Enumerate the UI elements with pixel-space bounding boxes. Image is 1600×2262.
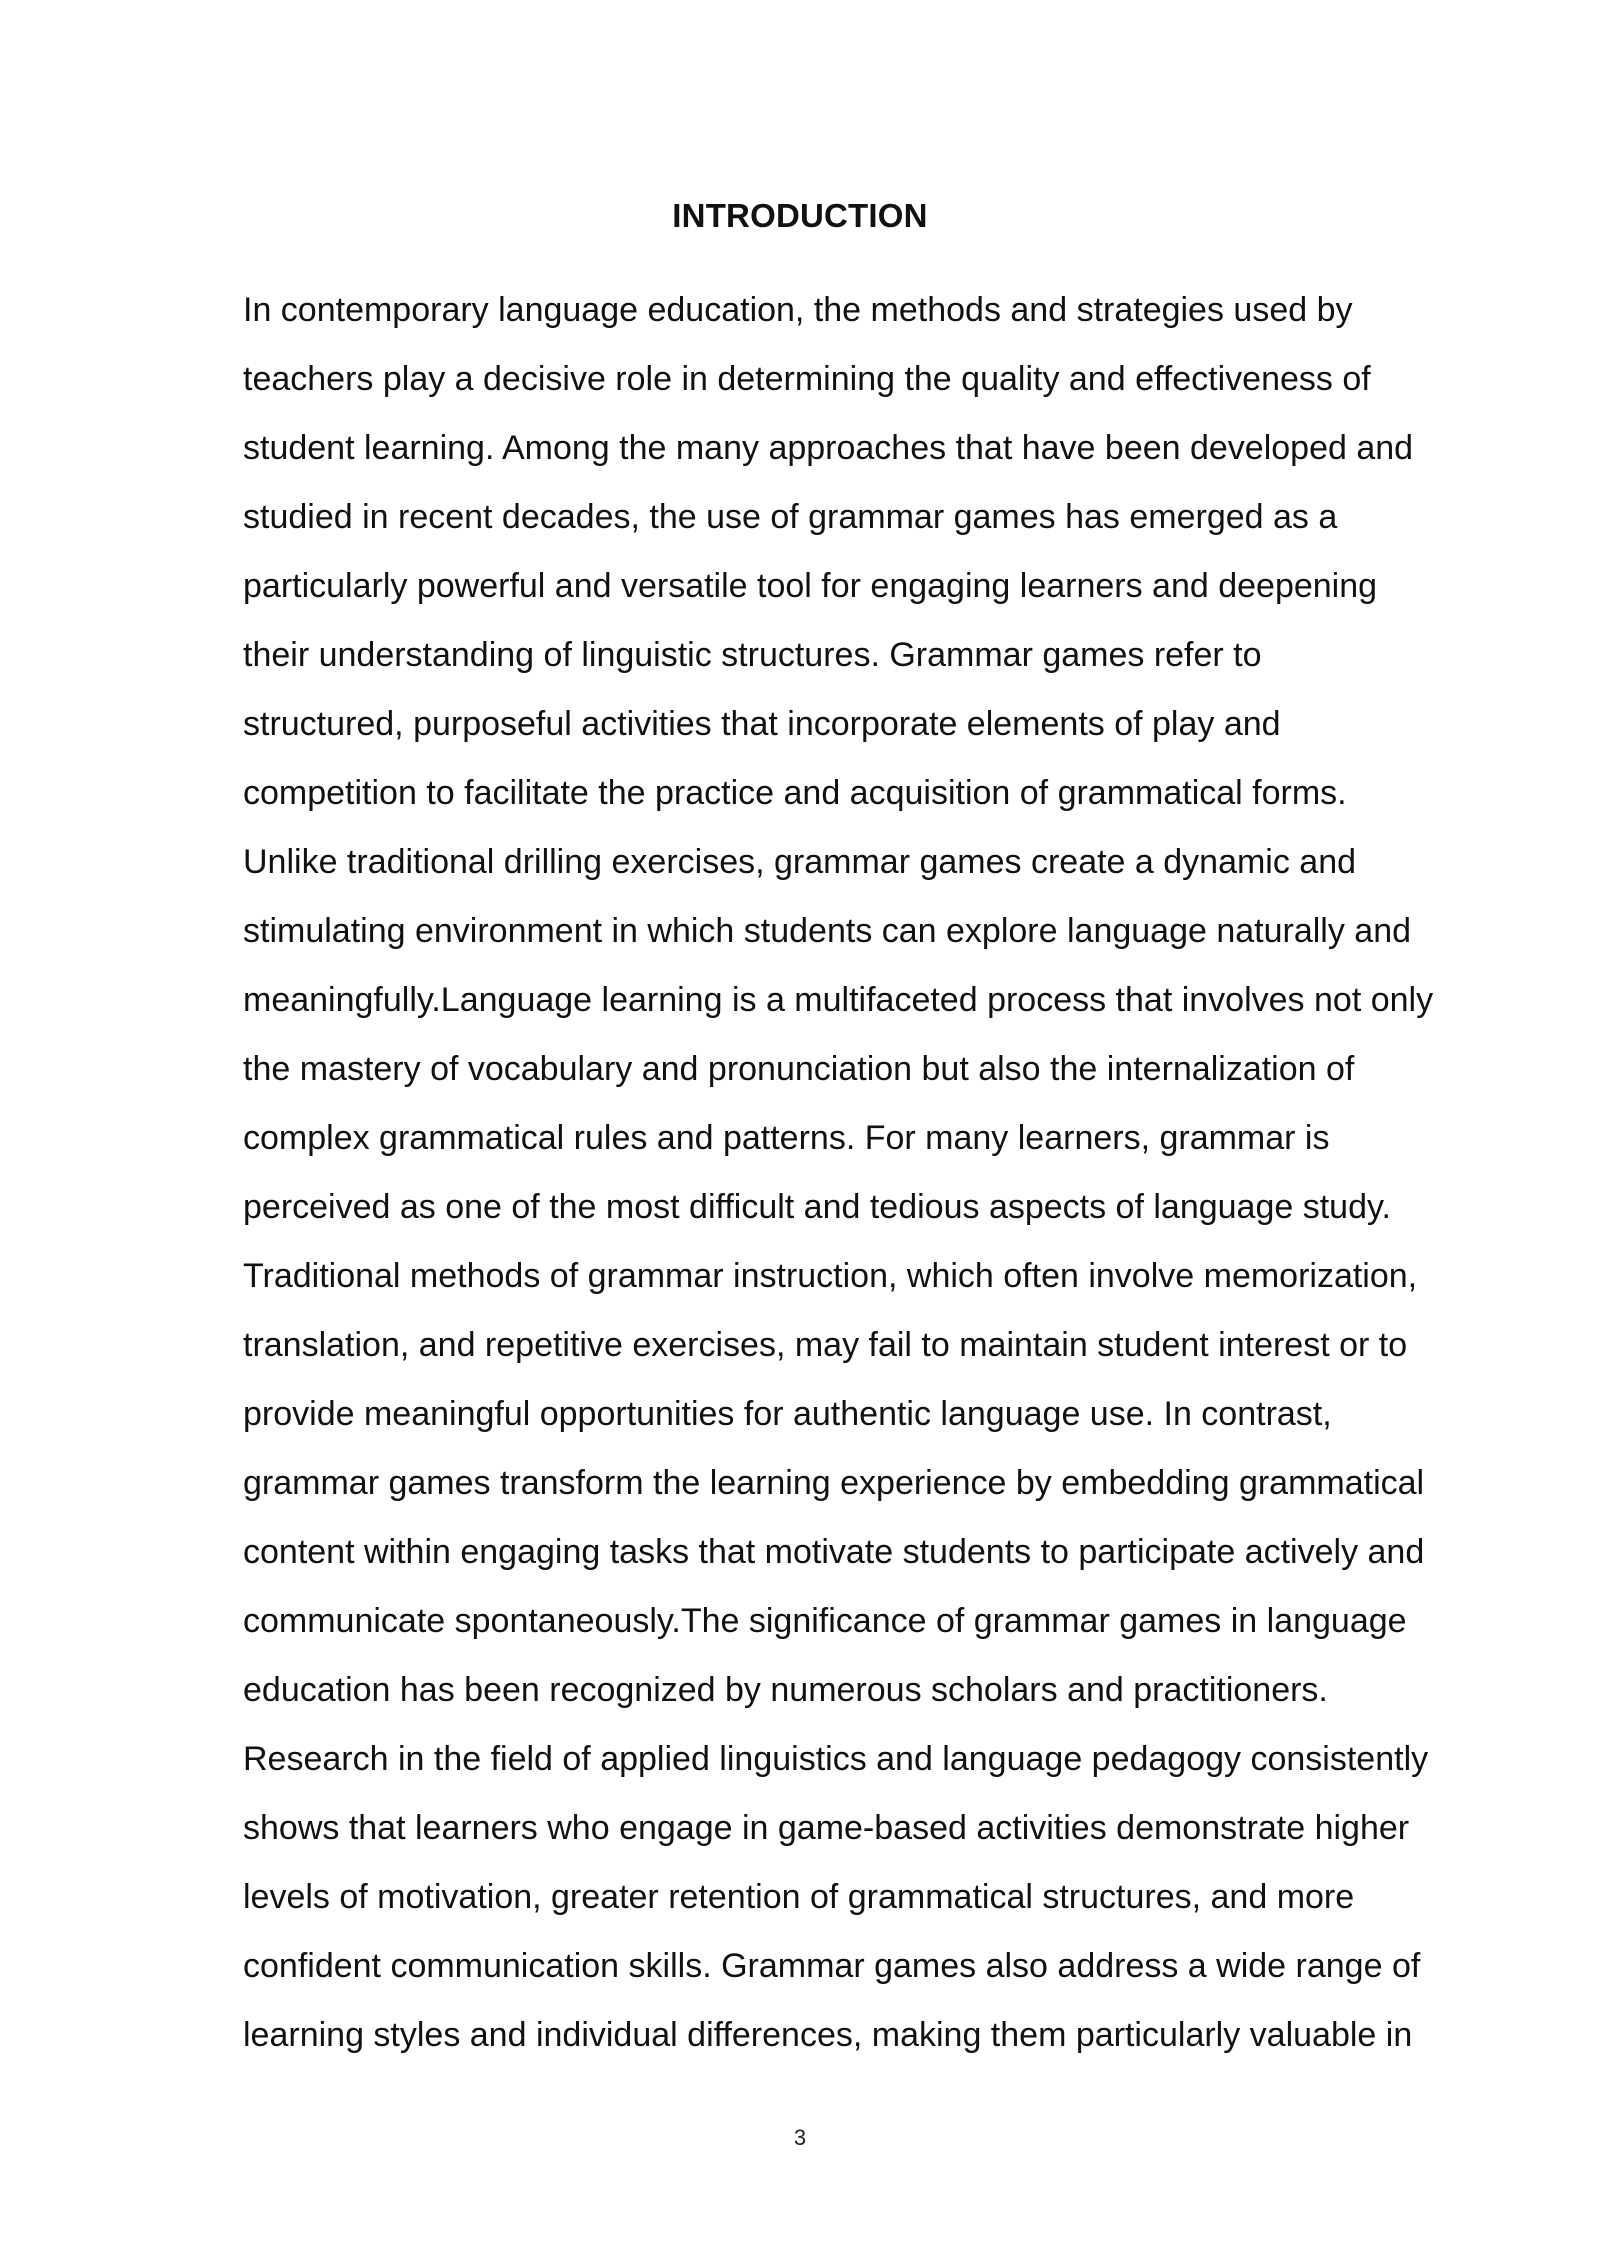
text-line: levels of motivation, greater retention of grammatical structures, and more xyxy=(243,1878,1355,1916)
text-line: Research in the field of applied linguistics and language pedagogy consistently xyxy=(243,1740,1429,1778)
text-line: particularly powerful and versatile tool for engaging learners and deepening xyxy=(243,567,1378,605)
text-line: competition to facilitate the practice and acquisition of grammatical forms. xyxy=(243,774,1347,812)
text-line: grammar games transform the learning experience by embedding grammatical xyxy=(243,1464,1425,1502)
body-text xyxy=(243,276,1483,2070)
text-line: provide meaningful opportunities for authentic language use. In contrast, xyxy=(243,1395,1332,1433)
text-line: Unlike traditional drilling exercises, grammar games create a dynamic and xyxy=(243,843,1357,881)
text-line: meaningfully.Language learning is a multifaceted process that involves not only xyxy=(243,981,1434,1019)
text-line: their understanding of linguistic structures. Grammar games refer to xyxy=(243,636,1262,674)
text-line: learning styles and individual differences, making them particularly valuable in xyxy=(243,2016,1413,2054)
text-line: translation, and repetitive exercises, may fail to maintain student interest or to xyxy=(243,1326,1408,1364)
text-line: studied in recent decades, the use of grammar games has emerged as a xyxy=(243,498,1338,536)
text-line: content within engaging tasks that motivate students to participate actively and xyxy=(243,1533,1425,1571)
text-line: teachers play a decisive role in determining the quality and effectiveness of xyxy=(243,360,1371,398)
text-line: perceived as one of the most difficult and tedious aspects of language study. xyxy=(243,1188,1391,1226)
text-line: In contemporary language education, the methods and strategies used by xyxy=(243,291,1353,329)
section-heading: INTRODUCTION xyxy=(672,197,928,234)
text-line: shows that learners who engage in game-based activities demonstrate higher xyxy=(243,1809,1410,1847)
text-line: the mastery of vocabulary and pronunciation but also the internalization of xyxy=(243,1050,1355,1088)
text-line: complex grammatical rules and patterns. For many learners, grammar is xyxy=(243,1119,1330,1157)
text-line: student learning. Among the many approaches that have been developed and xyxy=(243,429,1414,467)
text-line: communicate spontaneously.The significance of grammar games in language xyxy=(243,1602,1407,1640)
text-line: Traditional methods of grammar instruction, which often involve memorization, xyxy=(243,1257,1418,1295)
text-line: stimulating environment in which students can explore language naturally and xyxy=(243,912,1412,950)
page-number: 3 xyxy=(793,2125,807,2150)
text-line: confident communication skills. Grammar games also address a wide range of xyxy=(243,1947,1421,1985)
text-line: education has been recognized by numerous scholars and practitioners. xyxy=(243,1671,1328,1709)
text-line: structured, purposeful activities that incorporate elements of play and xyxy=(243,705,1281,743)
